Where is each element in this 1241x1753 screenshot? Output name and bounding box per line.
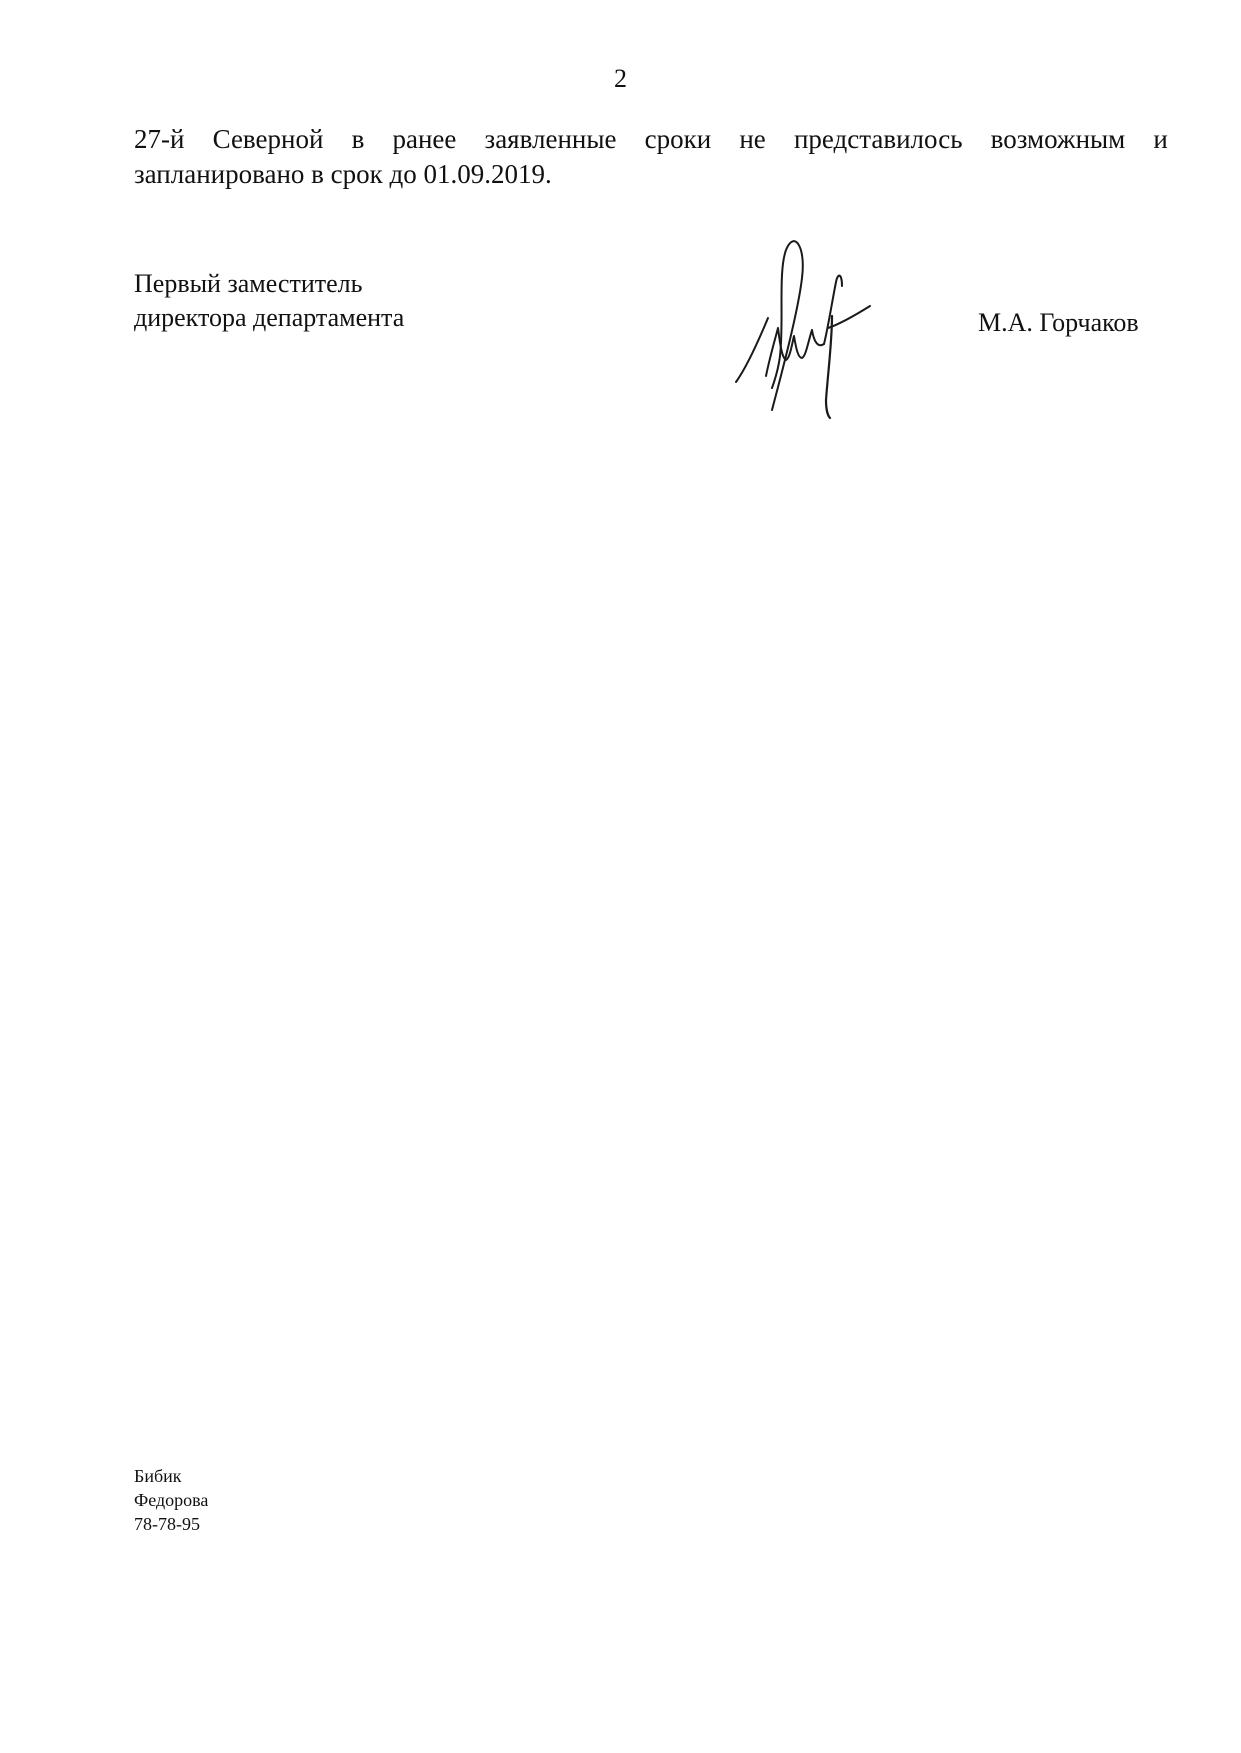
page-number: 2 [614,64,627,93]
body-word: ранее [392,124,457,154]
body-word: заявленные [484,124,617,154]
body-word: не [739,124,766,154]
executor-name-1: Бибик [134,1466,182,1486]
signer-position [134,267,404,335]
body-word: 27-й [134,124,185,154]
executor-phone: 78-78-95 [134,1514,200,1534]
body-word: и [1153,124,1168,154]
executors-block [134,1464,208,1536]
signer-position-line-2: директора департамента [134,303,405,332]
body-word: возможным [990,124,1126,154]
signer-position-line-1: Первый заместитель [134,269,363,298]
body-word: представилось [793,124,963,154]
body-line-2: запланировано в срок до 01.09.2019. [134,159,552,189]
body-word: Северной [212,124,324,154]
body-paragraph [134,122,1168,192]
body-word: сроки [644,124,712,154]
body-line-1 [134,122,1168,157]
signer-name: М.А. Горчаков [978,308,1139,337]
body-word: в [351,124,365,154]
handwritten-signature-icon [728,232,878,422]
executor-name-2: Федорова [134,1490,209,1510]
